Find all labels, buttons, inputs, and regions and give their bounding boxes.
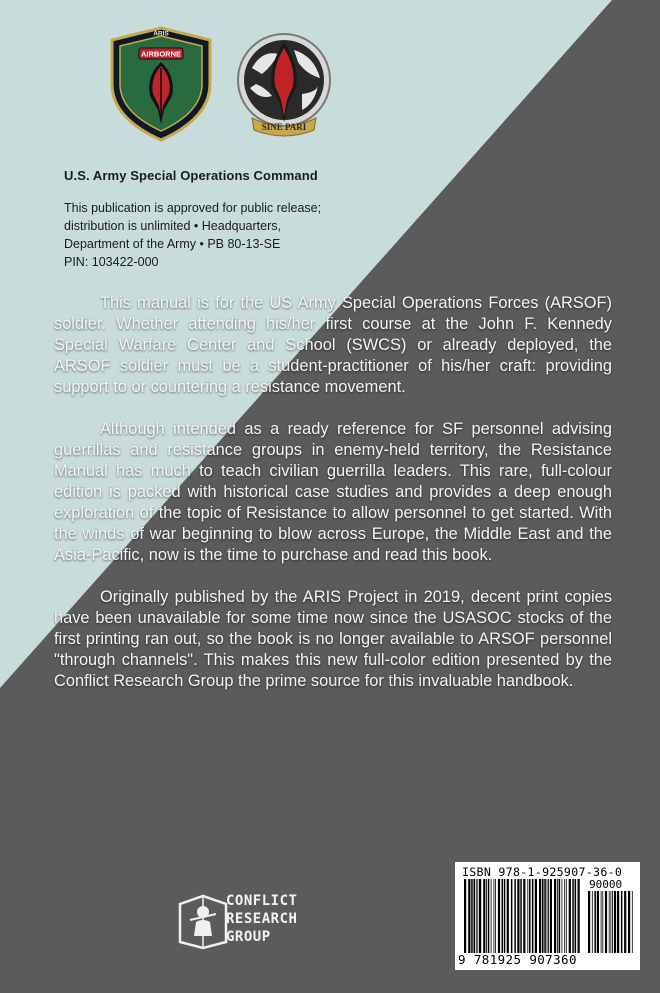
barcode-bar [498, 879, 500, 953]
notice-line: distribution is unlimited • Headquarters, [64, 219, 281, 233]
barcode-bar [621, 891, 623, 953]
barcode-bar [612, 891, 613, 953]
aris-shield-emblem [106, 26, 216, 142]
barcode-bar [471, 879, 473, 953]
notice-line: This publication is approved for public release; [64, 201, 322, 215]
barcode-bar [588, 891, 590, 953]
svg-text:SINE PARI: SINE PARI [261, 122, 307, 132]
barcode-bar [529, 879, 531, 953]
barcode-bar [605, 891, 607, 953]
ean-digits: 9 781925 907360 [458, 952, 577, 967]
barcode-bar [517, 879, 519, 953]
barcode-bar [476, 879, 477, 953]
price-code: 90000 [589, 878, 623, 891]
description-paragraph: Originally published by the ARIS Project in 2019, decent print copies have been unavailable for some time now since the USASOC stocks of the first printing ran out, so the book is no longer available to ARSOF personnel "through channels". This makes this new full-color edition presented by the Conflict Research Group the prime source for this invaluable handbook. [54, 588, 612, 690]
isbn-barcode [455, 862, 640, 970]
command-title: U.S. Army Special Operations Command [64, 168, 318, 183]
barcode-bar [554, 879, 556, 953]
barcode-bar [628, 891, 630, 953]
isbn-label: ISBN 978-1-925907-36-0 [462, 865, 623, 879]
publisher-logo [176, 888, 336, 952]
barcode-bar [578, 879, 580, 953]
barcode-bar [562, 879, 563, 953]
barcode-bar [609, 891, 610, 953]
barcode-bar [479, 879, 481, 953]
barcode-bar [486, 879, 487, 953]
ean-bars [463, 879, 581, 953]
command-block [64, 168, 364, 271]
barcode-bar [464, 879, 466, 953]
barcode-bar [491, 879, 492, 953]
description-paragraph: This manual is for the US Army Special Operations Forces (ARSOF) soldier. Whether attending his/her first course at the John F. Kennedy Special Warfare Center and School (SWCS) or already deployed, the ARSOF soldier must be a student-practitioner of his/her craft: providing support to or countering a resistance movement. [54, 294, 612, 396]
barcode-bar [504, 879, 506, 953]
barcode-bar [572, 879, 574, 953]
barcode-bar [592, 891, 593, 953]
barcode-bar [544, 879, 546, 953]
barcode-bar [532, 879, 534, 953]
barcode-bar [624, 891, 626, 953]
barcode-bar [611, 891, 612, 953]
barcode-bar [495, 879, 496, 953]
addon-bars [587, 891, 633, 953]
barcode-bar [550, 879, 552, 953]
barcode-bar [557, 879, 558, 953]
barcode-bar [502, 879, 504, 953]
barcode-bar [488, 879, 490, 953]
description-paragraph: Although intended as a ready reference for SF personnel advising guerrillas and resistance groups in enemy-held territory, the Resistance Manual has much to teach civilian guerrilla leaders. This rare, full-colour edition is packed with historical case studies and provides a deep enough exploration of the topic of Resistance to allow personnel to get started. With the winds of war beginning to blow across Europe, the Middle East and the Asia-Pacific, now is the time to purchase and read this book. [54, 420, 612, 564]
publisher-name-line: CONFLICT [226, 893, 298, 909]
svg-text:ARIS: ARIS [153, 30, 169, 38]
barcode-bar [511, 879, 513, 953]
barcode-bar [594, 891, 596, 953]
barcode-bar [539, 879, 541, 953]
barcode-bar [468, 879, 470, 953]
barcode-bar [559, 879, 561, 953]
publisher-name [226, 892, 297, 946]
barcode-bar [520, 879, 522, 953]
barcode-bar [494, 879, 495, 953]
ussocom-coin-emblem [232, 30, 336, 140]
barcode-bar [523, 879, 525, 953]
emblems [106, 26, 346, 144]
barcode-bar [542, 879, 544, 953]
barcode-bar [564, 879, 565, 953]
barcode-bar [575, 879, 577, 953]
barcode-bar [483, 879, 485, 953]
barcode-bar [477, 879, 478, 953]
publisher-name-line: GROUP [226, 929, 271, 945]
back-cover-description [54, 293, 612, 713]
soldier-book-icon [176, 890, 230, 950]
barcode-bar [547, 879, 548, 953]
barcode-bar [548, 879, 549, 953]
barcode-bar [514, 879, 516, 953]
barcode-bar [597, 891, 599, 953]
barcode-bar [617, 891, 619, 953]
barcode-bar [632, 891, 633, 953]
barcode-bar [527, 879, 528, 953]
publisher-name-line: RESEARCH [226, 911, 298, 927]
barcode-bar [602, 891, 603, 953]
barcode-bar [601, 891, 602, 953]
barcode-bar [507, 879, 509, 953]
barcode-bar [566, 879, 567, 953]
barcode-bar [614, 891, 616, 953]
notice-line: Department of the Army • PB 80-13-SE [64, 237, 281, 251]
svg-text:AIRBORNE: AIRBORNE [140, 49, 182, 59]
notice-line: PIN: 103422-000 [64, 255, 159, 269]
release-notice [64, 199, 364, 271]
barcode-bar [474, 879, 476, 953]
barcode-bar [535, 879, 537, 953]
barcode-bar [569, 879, 571, 953]
